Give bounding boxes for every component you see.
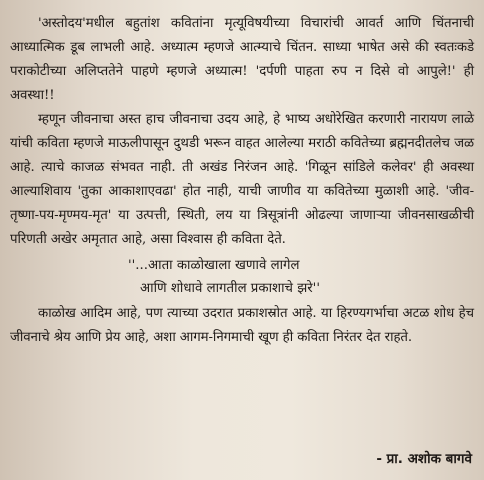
paragraph-astodaya-intro: 'अस्तोदय'मधील बहुतांश कवितांना मृत्यूविषयीच्या विचारांची आवर्त आणि चिंतनाची आध्यात्मिक डूब लाभली आहे. अध्यात्म म्हणजे आत्म्याचे चिंतन. साध्या भाषेत असे की स्वतःकडे पराकोटीच्या अलिप्ततेने पाहणे म्हणजे अध्यात्म! 'दर्पणी पाहता रुप न दिसे वो आपुले!' ही अवस्था!! — [10, 16, 474, 103]
author-signature: - प्रा. अशोक बागवे — [376, 451, 472, 467]
paragraph-jeevan-asta: म्हणून जीवनाचा अस्त हाच जीवनाचा उदय आहे, हे भाष्य अधोरेखित करणारी नारायण लाळे यांची कविता म्हणजे माऊलीपासून दुथडी भरून वाहत आलेल्या मराठी कवितेच्या ब्रह्मनदीतलेच जळ आहे. त्याचे काजळ संभवत नाही. ती अखंड निरंजन आहे. 'गिळून सांडिले कलेवर' ही अवस्था आल्याशिवाय 'तुका आकाशाएवढा' होत नाही, याची जाणीव या कवितेच्या मुळाशी आहे. 'जीव-तृष्णा-पय-मृण्मय-मृत' या उत्पत्ती, स्थिती, लय या त्रिसूत्रांनी ओढल्या जाणाऱ्या जीवनसाखळीची परिणती अखेर अमृतात आहे, असा विश्वास ही कविता देते. — [10, 112, 474, 247]
poem-quote-line-1: ''...आता काळोखाला खणावे लागेल — [128, 258, 300, 273]
paragraph-kalokh: काळोख आदिम आहे, पण त्याच्या उदरात प्रकाशस्रोत आहे. या हिरण्यगर्भाचा अटळ शोध हेच जीवनाचे श्रेय आणि प्रेय आहे, अशा आगम-निगमाची खूण ही कविता निरंतर देत राहते. — [10, 306, 474, 345]
poem-quote-line-2: आणि शोधावे लागतील प्रकाशाचे झरे'' — [140, 281, 320, 296]
poem-quote — [10, 254, 474, 300]
